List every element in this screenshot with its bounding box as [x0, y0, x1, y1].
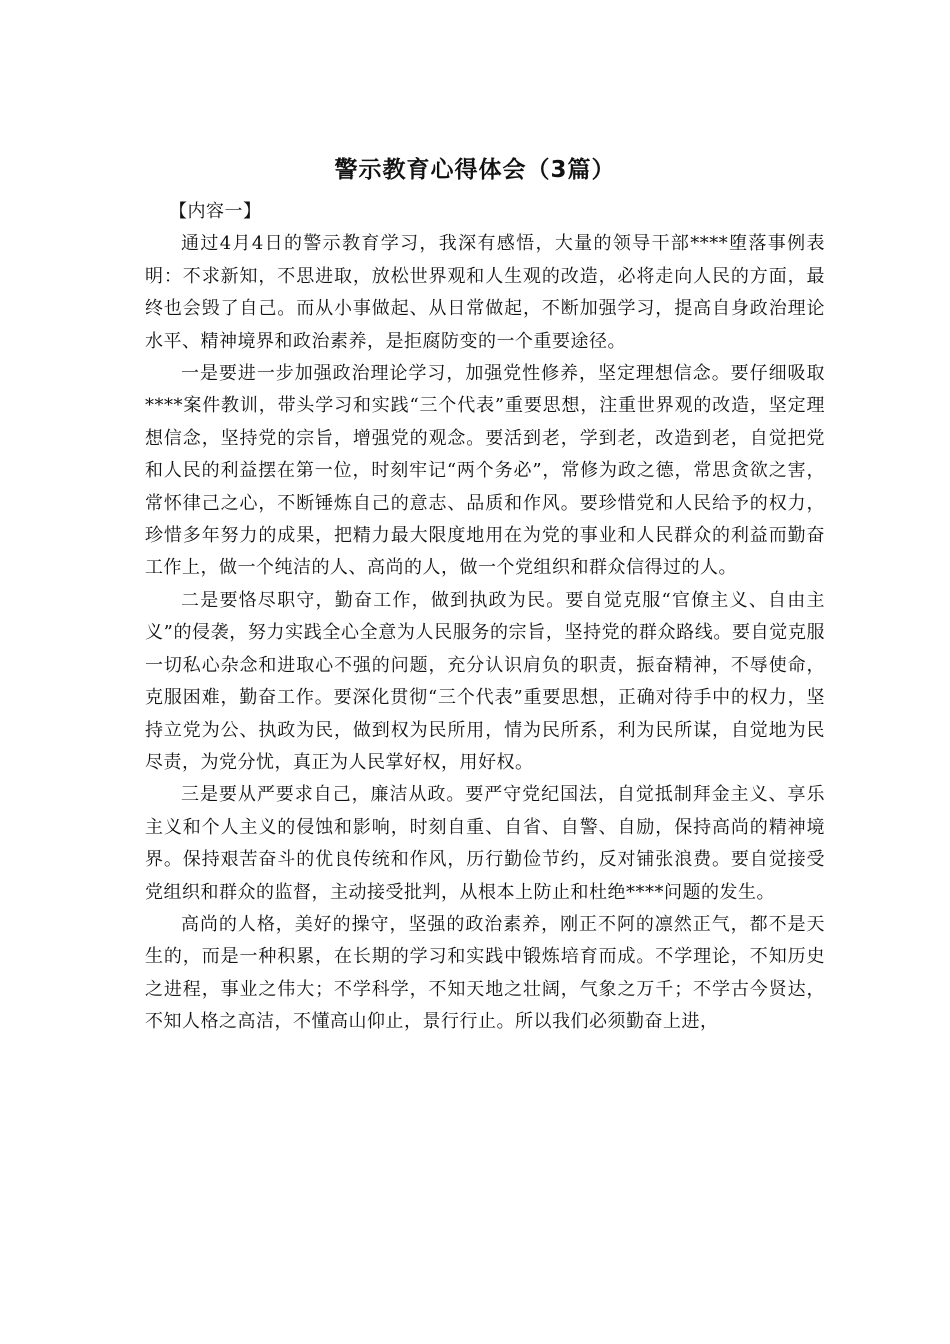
document-title: 警示教育心得体会（3篇）: [334, 157, 616, 183]
paragraph-point-two: 二是要恪尽职守，勤奋工作，做到执政为民。要自觉克服“官僚主义、自由主义”的侵袭，努力实践全心全意为人民服务的宗旨，坚持党的群众路线。要自觉克服一切私心杂念和进取心不强的问题，充分认识肩负的职责，振奋精神，不辱使命，克服困难，勤奋工作。要深化贯彻“三个代表”重要思想，正确对待手中的权力，坚持立党为公、执政为民，做到权为民所用，情为民所系，利为民所谋，自觉地为民尽责，为党分忧，真正为人民掌好权，用好权。: [145, 589, 825, 773]
paragraph-point-one: 一是要进一步加强政治理论学习，加强党性修养，坚定理想信念。要仔细吸取****案件教训，带头学习和实践“三个代表”重要思想，注重世界观的改造，坚定理想信念，坚持党的宗旨，增强党的观念。要活到老，学到老，改造到老，自觉把党和人民的利益摆在第一位，时刻牢记“两个务必”，常修为政之德，常思贪欲之害，常怀律己之心，不断锤炼自己的意志、品质和作风。要珍惜党和人民给予的权力，珍惜多年努力的成果，把精力最大限度地用在为党的事业和人民群众的利益而勤奋工作上，做一个纯洁的人、高尚的人，做一个党组织和群众信得过的人。: [145, 363, 825, 579]
section-label: 【内容一】: [169, 201, 262, 222]
paragraph-closing: 高尚的人格，美好的操守，坚强的政治素养，刚正不阿的凛然正气，都不是天生的，而是一种积累，在长期的学习和实践中锻炼培育而成。不学理论，不知历史之进程，事业之伟大；不学科学，不知天地之壮阔，气象之万千；不学古今贤达，不知人格之高洁，不懂高山仰止，景行行止。所以我们必须勤奋上进，: [145, 913, 825, 1033]
paragraph-intro: 通过4月4日的警示教育学习，我深有感悟，大量的领导干部****堕落事例表明：不求新知，不思进取，放松世界观和人生观的改造，必将走向人民的方面，最终也会毁了自己。而从小事做起、从日常做起，不断加强学习，提高自身政治理论水平、精神境界和政治素养，是拒腐防变的一个重要途径。: [145, 233, 825, 352]
paragraph-point-three: 三是要从严要求自己，廉洁从政。要严守党纪国法，自觉抵制拜金主义、享乐主义和个人主义的侵蚀和影响，时刻自重、自省、自警、自励，保持高尚的精神境界。保持艰苦奋斗的优良传统和作风，历行勤俭节约，反对铺张浪费。要自觉接受党组织和群众的监督，主动接受批判，从根本上防止和杜绝****问题的发生。: [145, 784, 825, 903]
document-body: [145, 196, 825, 1039]
